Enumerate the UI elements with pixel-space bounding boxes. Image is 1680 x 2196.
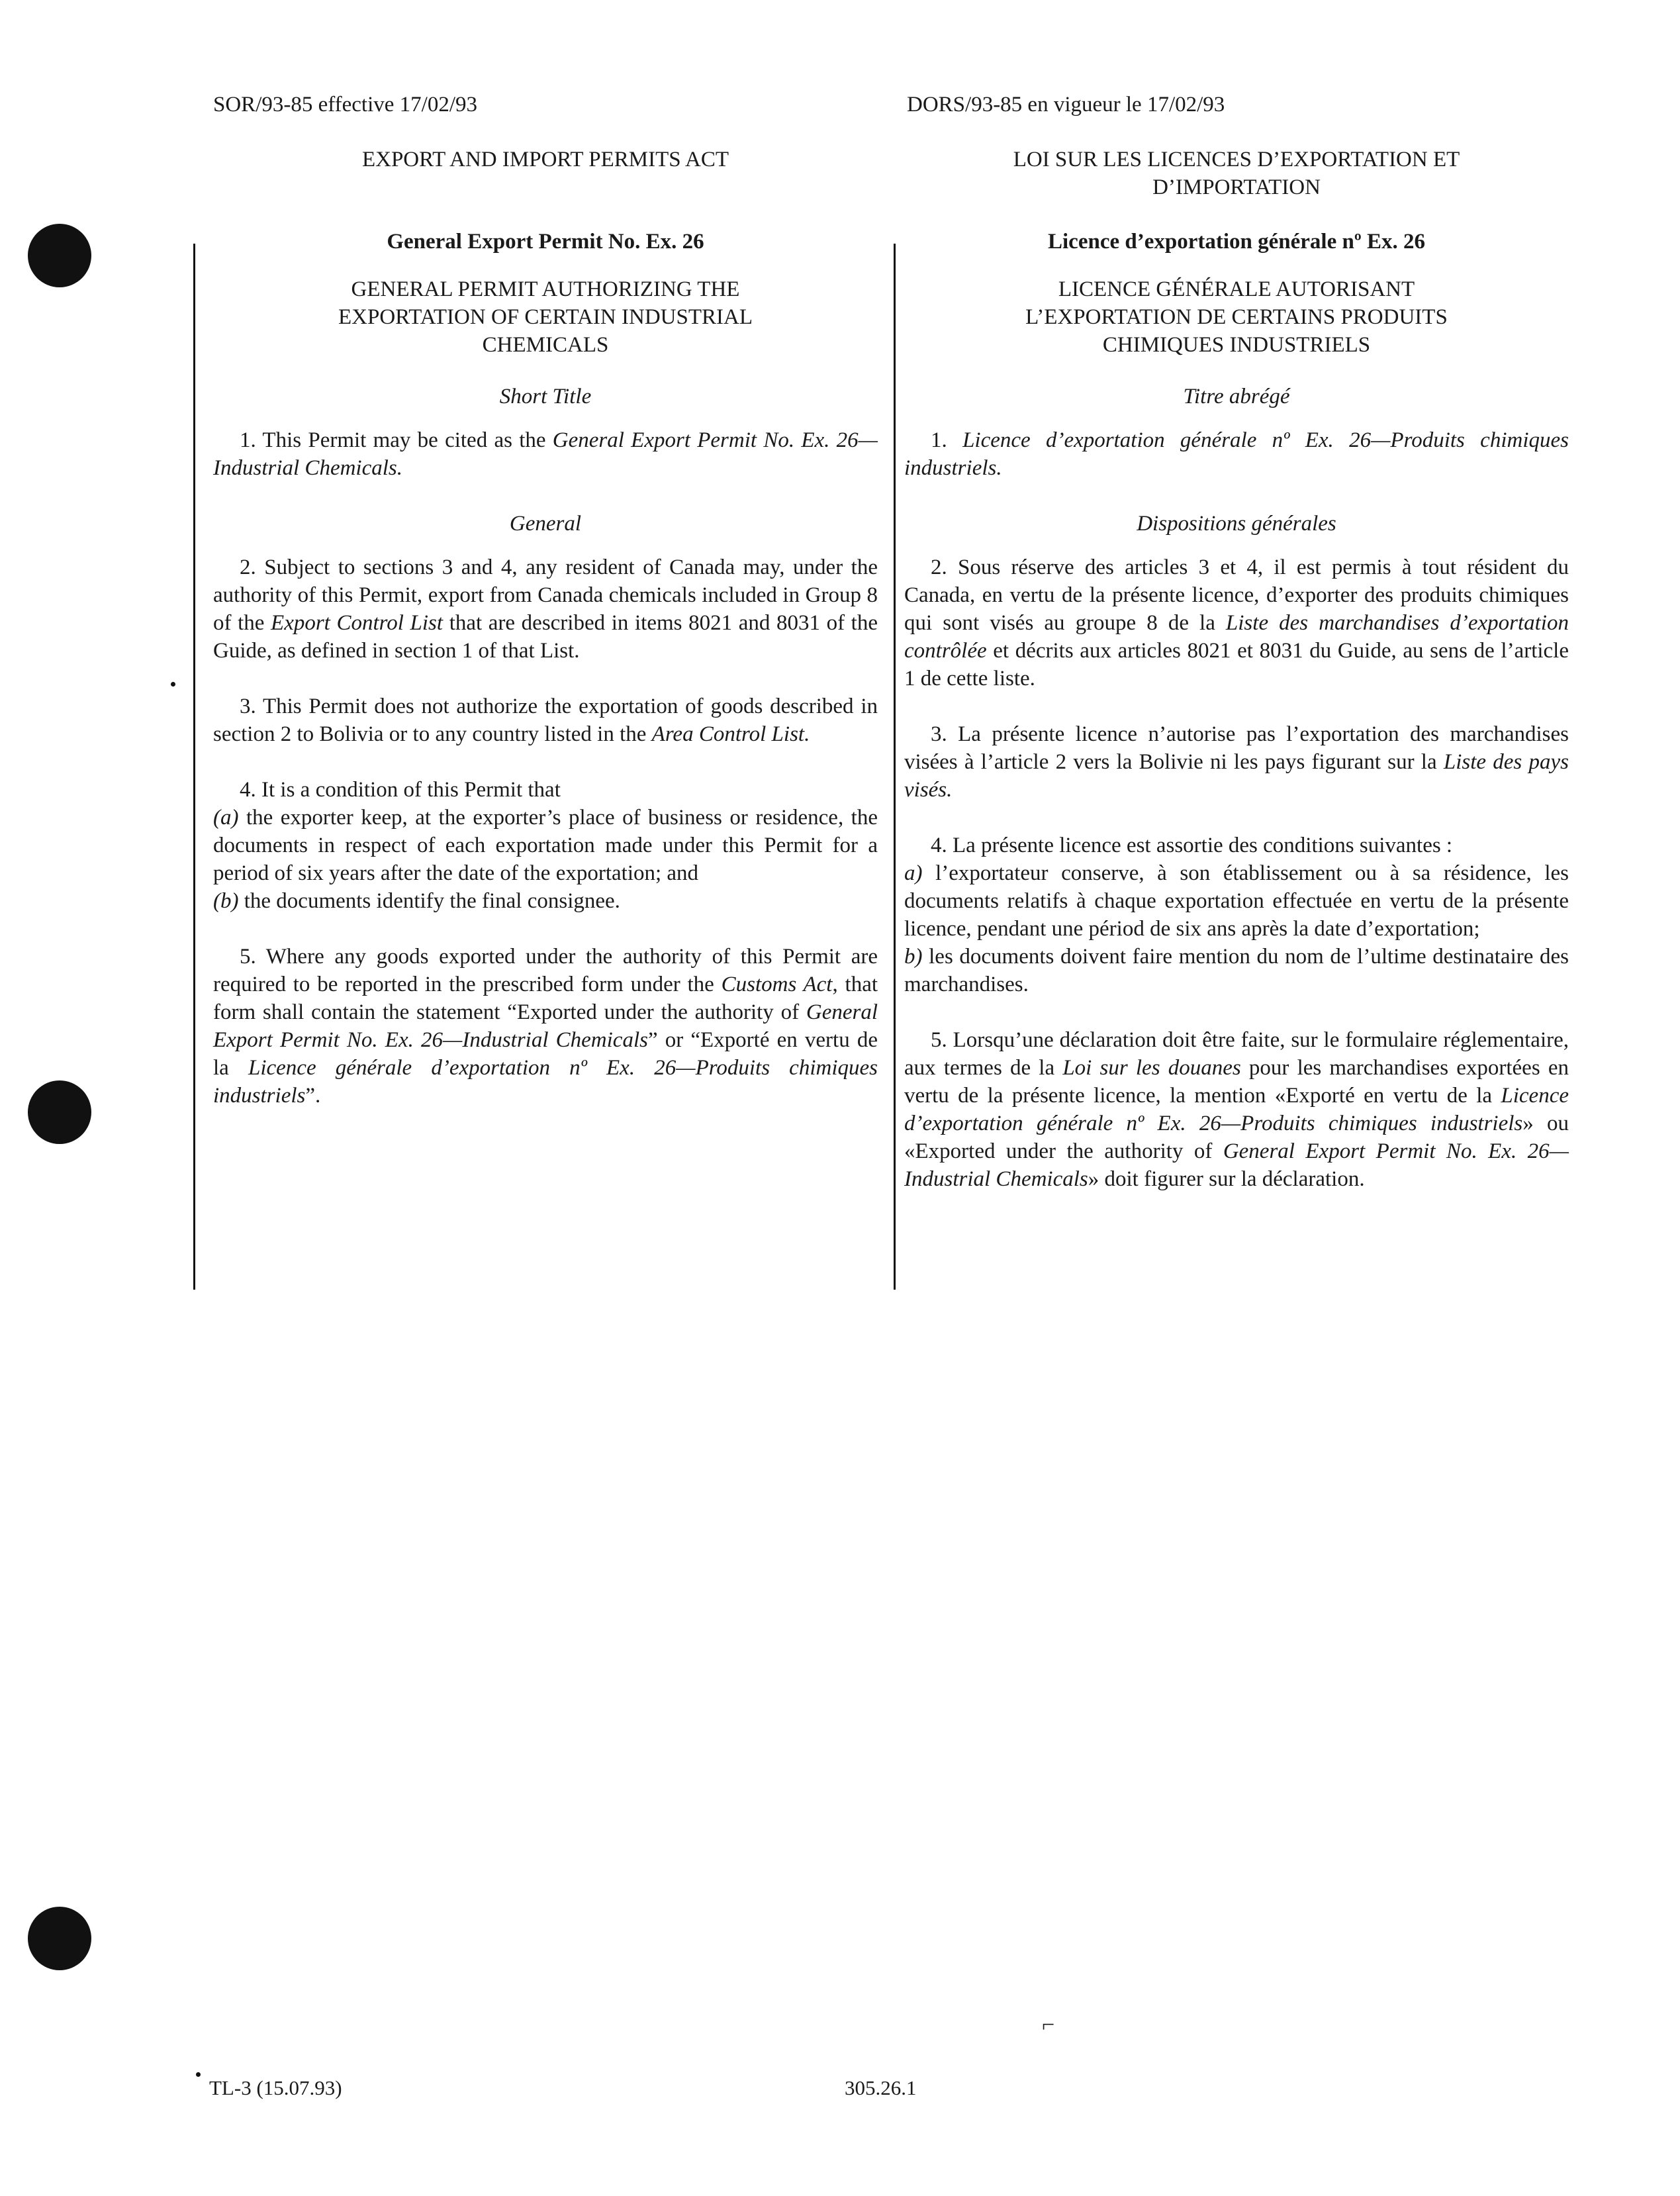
section-3-en: 3. This Permit does not authorize the exportation of goods described in section 2 to Bolivia or to any country listed in the Area Control List. [213, 694, 878, 746]
short-title-label-fr: Titre abrégé [1183, 385, 1290, 408]
permit-heading-en: GENERAL PERMIT AUTHORIZING THE EXPORTATION OF CERTAIN INDUSTRIAL CHEMICALS [338, 277, 753, 357]
section-4-intro-en: 4. It is a condition of this Permit that [240, 778, 561, 802]
scan-speck-footer [196, 2072, 201, 2077]
section-4a-en: (a) the exporter keep, at the exporter’s place of business or residence, the documents in respect of each exportation made under this Permit for a period of six years after the date of the exportation; and [213, 806, 878, 885]
header-right: DORS/93-85 en vigueur le 17/02/93 [907, 93, 1225, 117]
punch-hole-top [28, 224, 91, 287]
section-4-intro-fr: 4. La présente licence est assortie des conditions suivantes : [931, 834, 1453, 857]
section-4b-en: (b) the documents identify the final consignee. [213, 889, 620, 913]
section-4a-fr: a) l’exportateur conserve, à son établissement ou à sa résidence, les documents relatifs à chaque exportation effectuée en vertu de la présente licence, pendant une périod de six ans après la date d’exportation; [904, 861, 1569, 941]
section-2-fr: 2. Sous réserve des articles 3 et 4, il est permis à tout résident du Canada, en vertu de la présente licence, d’exporter des produits chimiques qui sont visés au groupe 8 de la Liste des marchandises d’exportation contrôlée et décrits aux articles 8021 et 8031 du Guide, au sens de l’article 1 de cette liste. [904, 555, 1569, 691]
left-margin-rule [193, 244, 195, 1290]
section-4-fr [904, 832, 1569, 998]
permit-title-en: General Export Permit No. Ex. 26 [387, 230, 704, 254]
header-left: SOR/93-85 effective 17/02/93 [213, 93, 477, 117]
french-column [904, 146, 1569, 1221]
scan-speck-left [171, 682, 175, 687]
section-5-fr: 5. Lorsqu’une déclaration doit être faite, sur le formulaire réglementaire, aux termes de la Loi sur les douanes pour les marchandises exportées en vertu de la présente licence, la mention «Exporté en vertu de la Licence d’exportation générale nº Ex. 26—Produits chimiques industriels» ou «Exported under the authority of General Export Permit No. Ex. 26—Industrial Chemicals» doit figurer sur la déclaration. [904, 1028, 1569, 1191]
section-1-en: 1. This Permit may be cited as the General Export Permit No. Ex. 26—Industrial Chemicals. [213, 428, 878, 480]
section-4-en [213, 776, 878, 915]
permit-heading-fr: LICENCE GÉNÉRALE AUTORISANT L’EXPORTATION DE CERTAINS PRODUITS CHIMIQUES INDUSTRIELS [1025, 277, 1448, 357]
section-3-fr: 3. La présente licence n’autorise pas l’exportation des marchandises visées à l’article 2 vers la Bolivie ni les pays figurant sur la Liste des pays visés. [904, 722, 1569, 802]
footer-center: 305.26.1 [845, 2076, 917, 2099]
general-label-en: General [509, 512, 582, 536]
section-2-en: 2. Subject to sections 3 and 4, any resident of Canada may, under the authority of this Permit, export from Canada chemicals included in Group 8 of the Export Control List that are described in items 8021 and 8031 of the Guide, as defined in section 1 of that List. [213, 555, 878, 663]
permit-title-fr: Licence d’exportation générale nº Ex. 26 [1048, 230, 1425, 254]
section-4b-fr: b) les documents doivent faire mention du nom de l’ultime destinataire des marchandises. [904, 945, 1569, 996]
general-label-fr: Dispositions générales [1137, 512, 1336, 536]
section-1-fr: 1. Licence d’exportation générale nº Ex. 26—Produits chimiques industriels. [904, 428, 1569, 480]
pen-tick-mark: ⌐ [1042, 2013, 1055, 2037]
short-title-label-en: Short Title [499, 385, 592, 408]
punch-hole-bottom [28, 1907, 91, 1970]
act-title-fr: LOI SUR LES LICENCES D’EXPORTATION ET D’IMPORTATION [1013, 148, 1460, 199]
english-column [213, 146, 878, 1137]
footer-left: TL-3 (15.07.93) [209, 2076, 342, 2099]
act-title-en: EXPORT AND IMPORT PERMITS ACT [361, 148, 729, 171]
punch-hole-middle [28, 1080, 91, 1144]
center-column-rule [894, 244, 896, 1290]
section-5-en: 5. Where any goods exported under the authority of this Permit are required to be reported in the prescribed form under the Customs Act, that form shall contain the statement “Exported under the authority of General Export Permit No. Ex. 26—Industrial Chemicals” or “Exporté en vertu de la Licence générale d’exportation nº Ex. 26—Produits chimiques industriels”. [213, 945, 878, 1108]
